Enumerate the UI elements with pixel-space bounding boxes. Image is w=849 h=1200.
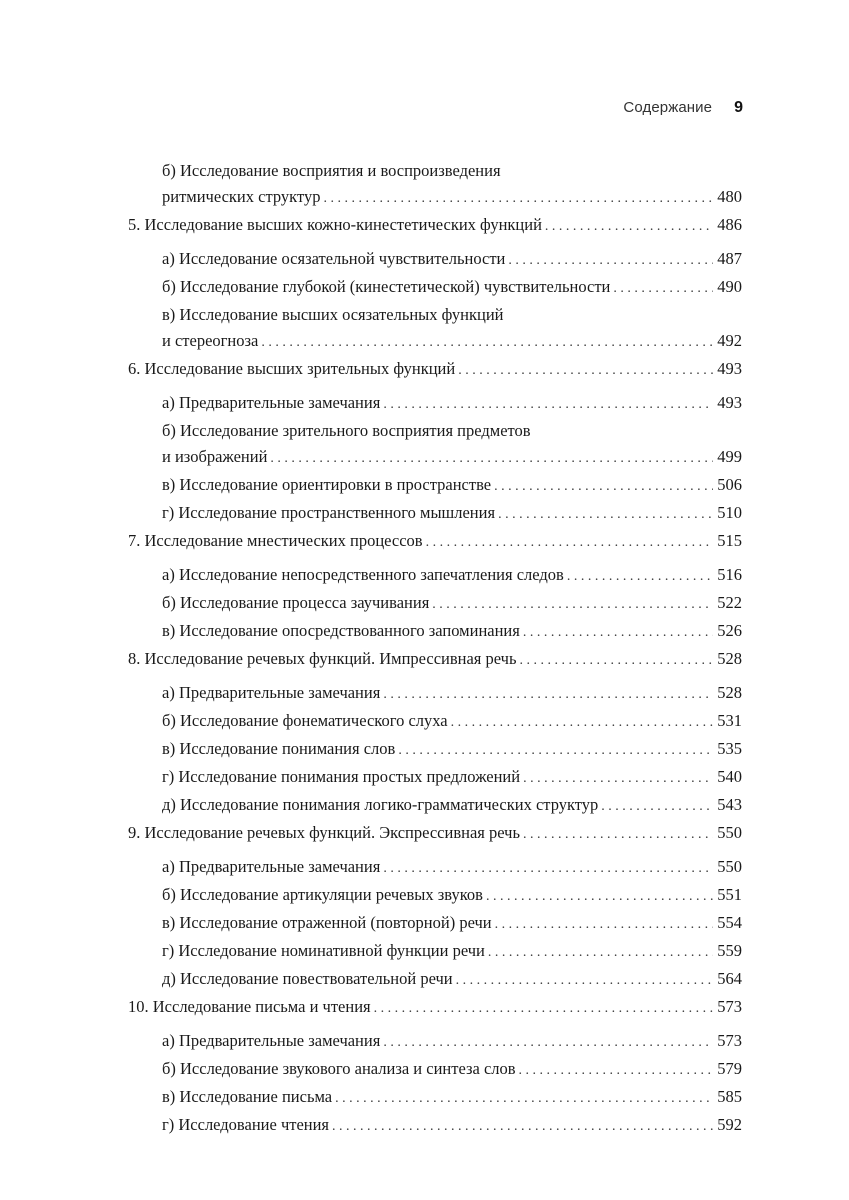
toc-entry-title: а) Исследование осязательной чувствительности — [162, 249, 506, 268]
toc-entry-row — [162, 938, 742, 966]
toc-entry-row — [162, 390, 742, 418]
toc-section-entry — [128, 418, 742, 472]
toc-entry-row — [162, 966, 742, 994]
dot-leader — [508, 248, 713, 274]
toc-entry-title: г) Исследование пространственного мышления — [162, 503, 496, 522]
toc-entry-title: 9. Исследование речевых функций. Экспрессивная речь — [128, 823, 520, 842]
toc-section-entry — [128, 966, 742, 994]
toc-entry-page-number: 516 — [717, 565, 742, 584]
toc-section-entry — [128, 1084, 742, 1112]
toc-entry-title: г) Исследование номинативной функции речи — [162, 941, 485, 960]
toc-entry-page-number: 522 — [717, 593, 742, 612]
toc-entry-title: г) Исследование понимания простых предложений — [162, 767, 521, 786]
toc-entry-title: б) Исследование глубокой (кинестетической) чувствительности — [162, 277, 611, 296]
dot-leader — [495, 912, 714, 938]
toc-chapter-entry — [128, 994, 742, 1022]
toc-entry-title: и изображений — [162, 447, 268, 466]
toc-entry-page-number: 528 — [717, 649, 742, 668]
dot-leader — [432, 592, 713, 618]
toc-entry-row — [162, 854, 742, 882]
toc-entry-page-number: 550 — [717, 857, 742, 876]
toc-entry-page-number: 592 — [717, 1115, 742, 1134]
toc-section-entry — [128, 882, 742, 910]
toc-entry-row — [162, 708, 742, 736]
dot-leader — [488, 940, 713, 966]
dot-leader — [270, 446, 713, 472]
toc-entry-row — [162, 792, 742, 820]
dot-leader — [613, 276, 713, 302]
toc-entry-title: и стереогноза — [162, 331, 259, 350]
toc-entry-row — [162, 764, 742, 792]
toc-section-entry — [128, 500, 742, 528]
toc-entry-title-line1: в) Исследование высших осязательных функций — [162, 305, 504, 324]
toc-entry-row — [128, 356, 742, 384]
toc-entry-row — [162, 184, 742, 212]
toc-entry-title: в) Исследование отраженной (повторной) речи — [162, 913, 492, 932]
toc-entry-title: в) Исследование опосредствованного запоминания — [162, 621, 520, 640]
dot-leader — [523, 822, 713, 848]
toc-section-entry — [128, 1112, 742, 1140]
toc-section-entry — [128, 938, 742, 966]
toc-section-entry — [128, 274, 742, 302]
toc-entry-title: б) Исследование звукового анализа и синтеза слов — [162, 1059, 516, 1078]
dot-leader — [498, 502, 713, 528]
toc-entry-row — [162, 882, 742, 910]
toc-entry-page-number: 493 — [717, 393, 742, 412]
toc-entry-page-number: 499 — [717, 447, 742, 466]
toc-entry-page-number: 540 — [717, 767, 742, 786]
dot-leader — [486, 884, 713, 910]
toc-entry-page-number: 564 — [717, 969, 742, 988]
toc-section-entry — [128, 158, 742, 212]
table-of-contents — [128, 158, 742, 1140]
toc-entry-page-number: 573 — [717, 1031, 742, 1050]
toc-entry-page-number: 510 — [717, 503, 742, 522]
toc-entry-page-number: 490 — [717, 277, 742, 296]
toc-entry-page-number: 559 — [717, 941, 742, 960]
toc-entry-row — [162, 910, 742, 938]
toc-chapter-entry — [128, 356, 742, 384]
toc-entry-page-number: 585 — [717, 1087, 742, 1106]
toc-entry-row — [162, 590, 742, 618]
toc-entry-page-number: 579 — [717, 1059, 742, 1078]
page-number: 9 — [734, 99, 743, 116]
toc-entry-page-number: 573 — [717, 997, 742, 1016]
toc-section-entry — [128, 910, 742, 938]
toc-section-entry — [128, 736, 742, 764]
dot-leader — [332, 1114, 713, 1140]
toc-entry-title: в) Исследование понимания слов — [162, 739, 396, 758]
dot-leader — [426, 530, 714, 556]
toc-section-entry — [128, 618, 742, 646]
toc-entry-row — [162, 444, 742, 472]
toc-section-entry — [128, 562, 742, 590]
toc-entry-row — [162, 472, 742, 500]
toc-entry-page-number: 543 — [717, 795, 742, 814]
toc-entry-title: а) Исследование непосредственного запечатления следов — [162, 565, 564, 584]
toc-entry-title: 10. Исследование письма и чтения — [128, 997, 371, 1016]
toc-section-entry — [128, 246, 742, 274]
toc-entry-page-number: 551 — [717, 885, 742, 904]
toc-section-entry — [128, 302, 742, 356]
toc-entry-page-number: 528 — [717, 683, 742, 702]
toc-entry-title: ритмических структур — [162, 187, 321, 206]
toc-section-entry — [128, 1056, 742, 1084]
toc-section-entry — [128, 390, 742, 418]
toc-section-entry — [128, 1028, 742, 1056]
toc-entry-row — [162, 1056, 742, 1084]
dot-leader — [374, 996, 714, 1022]
toc-entry-page-number: 554 — [717, 913, 742, 932]
dot-leader — [519, 1058, 714, 1084]
running-head-section: Содержание — [623, 99, 713, 116]
toc-entry-row — [128, 820, 742, 848]
dot-leader — [545, 214, 713, 240]
dot-leader — [323, 186, 713, 212]
toc-entry-title: а) Предварительные замечания — [162, 393, 381, 412]
dot-leader — [456, 968, 714, 994]
toc-entry-title: д) Исследование повествовательной речи — [162, 969, 453, 988]
toc-entry-title: д) Исследование понимания логико-грамматических структур — [162, 795, 599, 814]
toc-entry-row — [162, 618, 742, 646]
toc-section-entry — [128, 854, 742, 882]
toc-entry-page-number: 526 — [717, 621, 742, 640]
toc-section-entry — [128, 792, 742, 820]
dot-leader — [398, 738, 713, 764]
toc-entry-page-number: 550 — [717, 823, 742, 842]
toc-entry-title: б) Исследование фонематического слуха — [162, 711, 448, 730]
toc-entry-row — [162, 328, 742, 356]
dot-leader — [494, 474, 713, 500]
toc-section-entry — [128, 680, 742, 708]
toc-entry-page-number: 531 — [717, 711, 742, 730]
toc-entry-title: 6. Исследование высших зрительных функций — [128, 359, 456, 378]
toc-entry-title-line1: б) Исследование зрительного восприятия предметов — [162, 421, 531, 440]
toc-entry-page-number: 515 — [717, 531, 742, 550]
toc-entry-row — [162, 562, 742, 590]
toc-entry-title: 7. Исследование мнестических процессов — [128, 531, 423, 550]
dot-leader — [523, 766, 713, 792]
dot-leader — [451, 710, 714, 736]
toc-entry-row — [162, 500, 742, 528]
toc-entry-title: б) Исследование артикуляции речевых звуков — [162, 885, 483, 904]
toc-entry-row — [128, 212, 742, 240]
dot-leader — [601, 794, 713, 820]
dot-leader — [523, 620, 713, 646]
dot-leader — [261, 330, 713, 356]
toc-entry-title: б) Исследование процесса заучивания — [162, 593, 430, 612]
toc-chapter-entry — [128, 212, 742, 240]
running-head — [623, 99, 743, 117]
toc-entry-row — [128, 994, 742, 1022]
toc-section-entry — [128, 590, 742, 618]
toc-entry-page-number: 480 — [717, 187, 742, 206]
toc-entry-row — [162, 1084, 742, 1112]
toc-entry-title: а) Предварительные замечания — [162, 857, 381, 876]
toc-entry-title: в) Исследование письма — [162, 1087, 333, 1106]
dot-leader — [567, 564, 713, 590]
toc-section-entry — [128, 472, 742, 500]
toc-chapter-entry — [128, 528, 742, 556]
toc-entry-page-number: 492 — [717, 331, 742, 350]
toc-entry-row — [162, 246, 742, 274]
toc-entry-title: в) Исследование ориентировки в пространстве — [162, 475, 492, 494]
toc-entry-title-line1: б) Исследование восприятия и воспроизведения — [162, 161, 501, 180]
toc-entry-row — [128, 528, 742, 556]
dot-leader — [383, 1030, 713, 1056]
toc-entry-page-number: 493 — [717, 359, 742, 378]
toc-entry-page-number: 487 — [717, 249, 742, 268]
toc-entry-row — [162, 680, 742, 708]
toc-entry-title: а) Предварительные замечания — [162, 1031, 381, 1050]
toc-entry-page-number: 506 — [717, 475, 742, 494]
toc-entry-title: г) Исследование чтения — [162, 1115, 330, 1134]
toc-entry-title: 8. Исследование речевых функций. Импрессивная речь — [128, 649, 517, 668]
toc-section-entry — [128, 708, 742, 736]
toc-entry-row — [162, 736, 742, 764]
toc-entry-page-number: 535 — [717, 739, 742, 758]
dot-leader — [458, 358, 713, 384]
dot-leader — [520, 648, 714, 674]
dot-leader — [335, 1086, 713, 1112]
toc-entry-title: а) Предварительные замечания — [162, 683, 381, 702]
toc-entry-row — [162, 274, 742, 302]
toc-entry-row — [162, 1028, 742, 1056]
toc-entry-title: 5. Исследование высших кожно-кинестетических функций — [128, 215, 542, 234]
dot-leader — [383, 392, 713, 418]
toc-chapter-entry — [128, 820, 742, 848]
toc-entry-row — [128, 646, 742, 674]
toc-section-entry — [128, 764, 742, 792]
dot-leader — [383, 856, 713, 882]
dot-leader — [383, 682, 713, 708]
toc-entry-page-number: 486 — [717, 215, 742, 234]
toc-entry-row — [162, 1112, 742, 1140]
toc-chapter-entry — [128, 646, 742, 674]
